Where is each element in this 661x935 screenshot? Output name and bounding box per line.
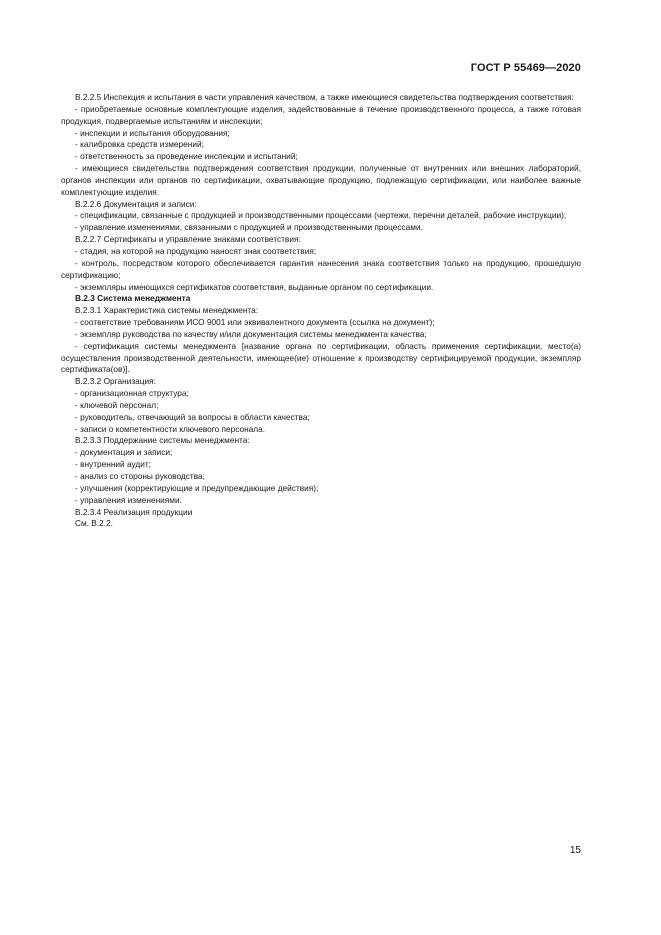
paragraph: - документация и записи;: [75, 447, 173, 458]
paragraph: B.2.3.3 Поддержание системы менеджмента:: [75, 435, 250, 446]
paragraph: - организационная структура;: [75, 388, 189, 399]
paragraph: - соответствие требованиям ИСО 9001 или эквивалентного документа (ссылка на документ);: [75, 317, 435, 328]
section-heading: B.2.3 Система менеджмента: [75, 293, 191, 304]
paragraph: - руководитель, отвечающий за вопросы в области качества;: [75, 411, 310, 422]
paragraph: - внутренний аудит;: [75, 459, 151, 470]
document-code: ГОСТ Р 55469—2020: [470, 62, 581, 74]
paragraph: B.2.3.2 Организация:: [75, 376, 156, 387]
paragraph: - управление изменениями, связанными с продукцией и производственными процессами.: [75, 222, 423, 233]
paragraph: - спецификации, связанные с продукцией и производственными процессами (чертежи, перечни деталей, рабочие инструкции);: [75, 210, 567, 221]
paragraph: - имеющиеся свидетельства подтверждения соответствия продукции, полученные от внутренних или внешних лабораторий, органов инспекции или органов по сертификации, охватывающие продукцию, подлежащую сертификации, или наиболее важные комплектующие изделия.: [61, 163, 581, 197]
paragraph: - контроль, посредством которого обеспечивается гарантия нанесения знака соответствия только на продукцию, прошедшую сертификацию;: [61, 257, 581, 280]
paragraph: - улучшения (корректирующие и предупреждающие действия);: [75, 482, 319, 493]
paragraph: - калибровка средств измерений;: [75, 139, 204, 150]
paragraph: - анализ со стороны руководства;: [75, 471, 205, 481]
paragraph: - ответственность за проведение инспекции и испытаний;: [75, 151, 298, 162]
paragraph: - ключевой персонал;: [75, 399, 159, 410]
paragraph: - стадия, на которой на продукцию наносят знак соответствия;: [75, 245, 317, 256]
document-body: [61, 92, 581, 530]
paragraph: - экземпляры имеющихся сертификатов соответствия, выданные органом по сертификации.: [75, 281, 434, 292]
paragraph: B.2.3.1 Характеристика системы менеджмента:: [75, 305, 259, 316]
paragraph: B.2.2.5 Инспекция и испытания в части управления качеством, а также имеющиеся свидетельства подтверждения соответствия:: [75, 92, 574, 102]
paragraph: - инспекции и испытания оборудования;: [75, 127, 230, 138]
paragraph: - приобретаемые основные комплектующие изделия, задействованные в течение производственного процесса, а также готовая продукция, подвергаемые испытаниям и инспекции;: [61, 103, 581, 126]
page-number: 15: [569, 845, 581, 856]
paragraph: См. B.2.2.: [75, 518, 113, 529]
paragraph: B.2.2.7 Сертификаты и управление знаками соответствия:: [75, 234, 301, 245]
paragraph: - экземпляр руководства по качеству и/или документация системы менеджмента качества;: [75, 328, 427, 339]
paragraph: - записи о компетентности ключевого персонала.: [75, 423, 266, 434]
paragraph: - сертификация системы менеджмента [название органа по сертификации, область применения сертификации, место(а) осуществления производственной деятельности, имеющее(ие) отношение к производству сертифицируемой продукции, экземпляр сертификата(ов)].: [61, 340, 581, 375]
paragraph: B.2.3.4 Реализация продукции: [75, 506, 193, 517]
paragraph: - управления изменениями.: [75, 494, 182, 505]
paragraph: B.2.2.6 Документация и записи:: [75, 198, 197, 209]
